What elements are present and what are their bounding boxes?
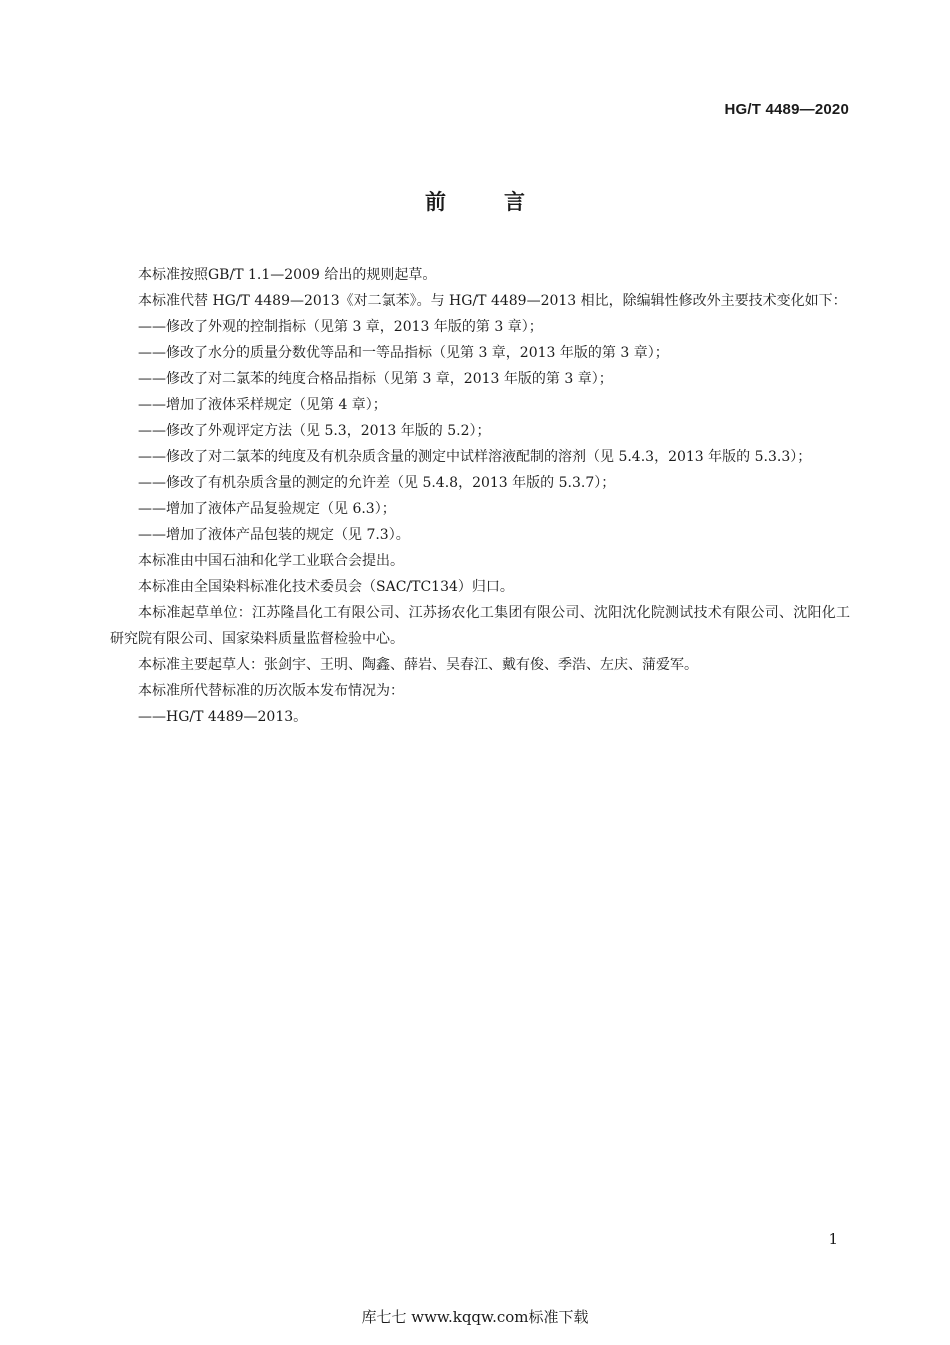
change-item: ——增加了液体采样规定（见第 4 章）； (138, 397, 387, 413)
change-item: ——增加了液体产品包装的规定（见 7.3）。 (138, 527, 410, 543)
paragraph: 本标准由中国石油和化学工业联合会提出。 (138, 553, 404, 569)
page-title: 前言 (425, 190, 583, 214)
change-item: ——修改了有机杂质含量的测定的允许差（见 5.4.8，2013 年版的 5.3.7）； (138, 475, 616, 491)
change-item: ——修改了外观的控制指标（见第 3 章，2013 年版的第 3 章）； (138, 319, 543, 335)
change-item: ——修改了对二氯苯的纯度合格品指标（见第 3 章，2013 年版的第 3 章）； (138, 371, 613, 387)
change-item: ——修改了水分的质量分数优等品和一等品指标（见第 3 章，2013 年版的第 3 章）； (138, 345, 669, 361)
footer-watermark: 库七七 www.kqqw.com标准下载 (361, 1308, 589, 1326)
paragraph: 本标准按照GB/T 1.1—2009 给出的规则起草。 (138, 267, 437, 283)
paragraph: 本标准由全国染料标准化技术委员会（SAC/TC134）归口。 (138, 579, 514, 595)
paragraph: 本标准主要起草人：张剑宇、王明、陶鑫、薛岩、吴春江、戴有俊、季浩、左庆、蒲爱军。 (138, 657, 698, 673)
paragraph: 本标准所代替标准的历次版本发布情况为： (138, 683, 404, 699)
page-number: 1 (828, 1230, 838, 1248)
paragraph: 本标准起草单位：江苏隆昌化工有限公司、江苏扬农化工集团有限公司、沈阳沈化院测试技术有限公司、沈阳化工研究院有限公司、国家染料质量监督检验中心。 (110, 605, 850, 647)
standard-code: HG/T 4489—2020 (724, 101, 849, 118)
history-item: ——HG/T 4489—2013。 (138, 709, 308, 725)
change-item: ——增加了液体产品复验规定（见 6.3）； (138, 501, 396, 517)
change-item: ——修改了对二氯苯的纯度及有机杂质含量的测定中试样溶液配制的溶剂（见 5.4.3，2013 年版的 5.3.3）； (138, 449, 812, 465)
change-item: ——修改了外观评定方法（见 5.3，2013 年版的 5.2）； (138, 423, 491, 439)
foreword-body (110, 262, 850, 730)
paragraph: 本标准代替 HG/T 4489—2013《对二氯苯》。与 HG/T 4489—2013 相比，除编辑性修改外主要技术变化如下： (138, 293, 847, 309)
